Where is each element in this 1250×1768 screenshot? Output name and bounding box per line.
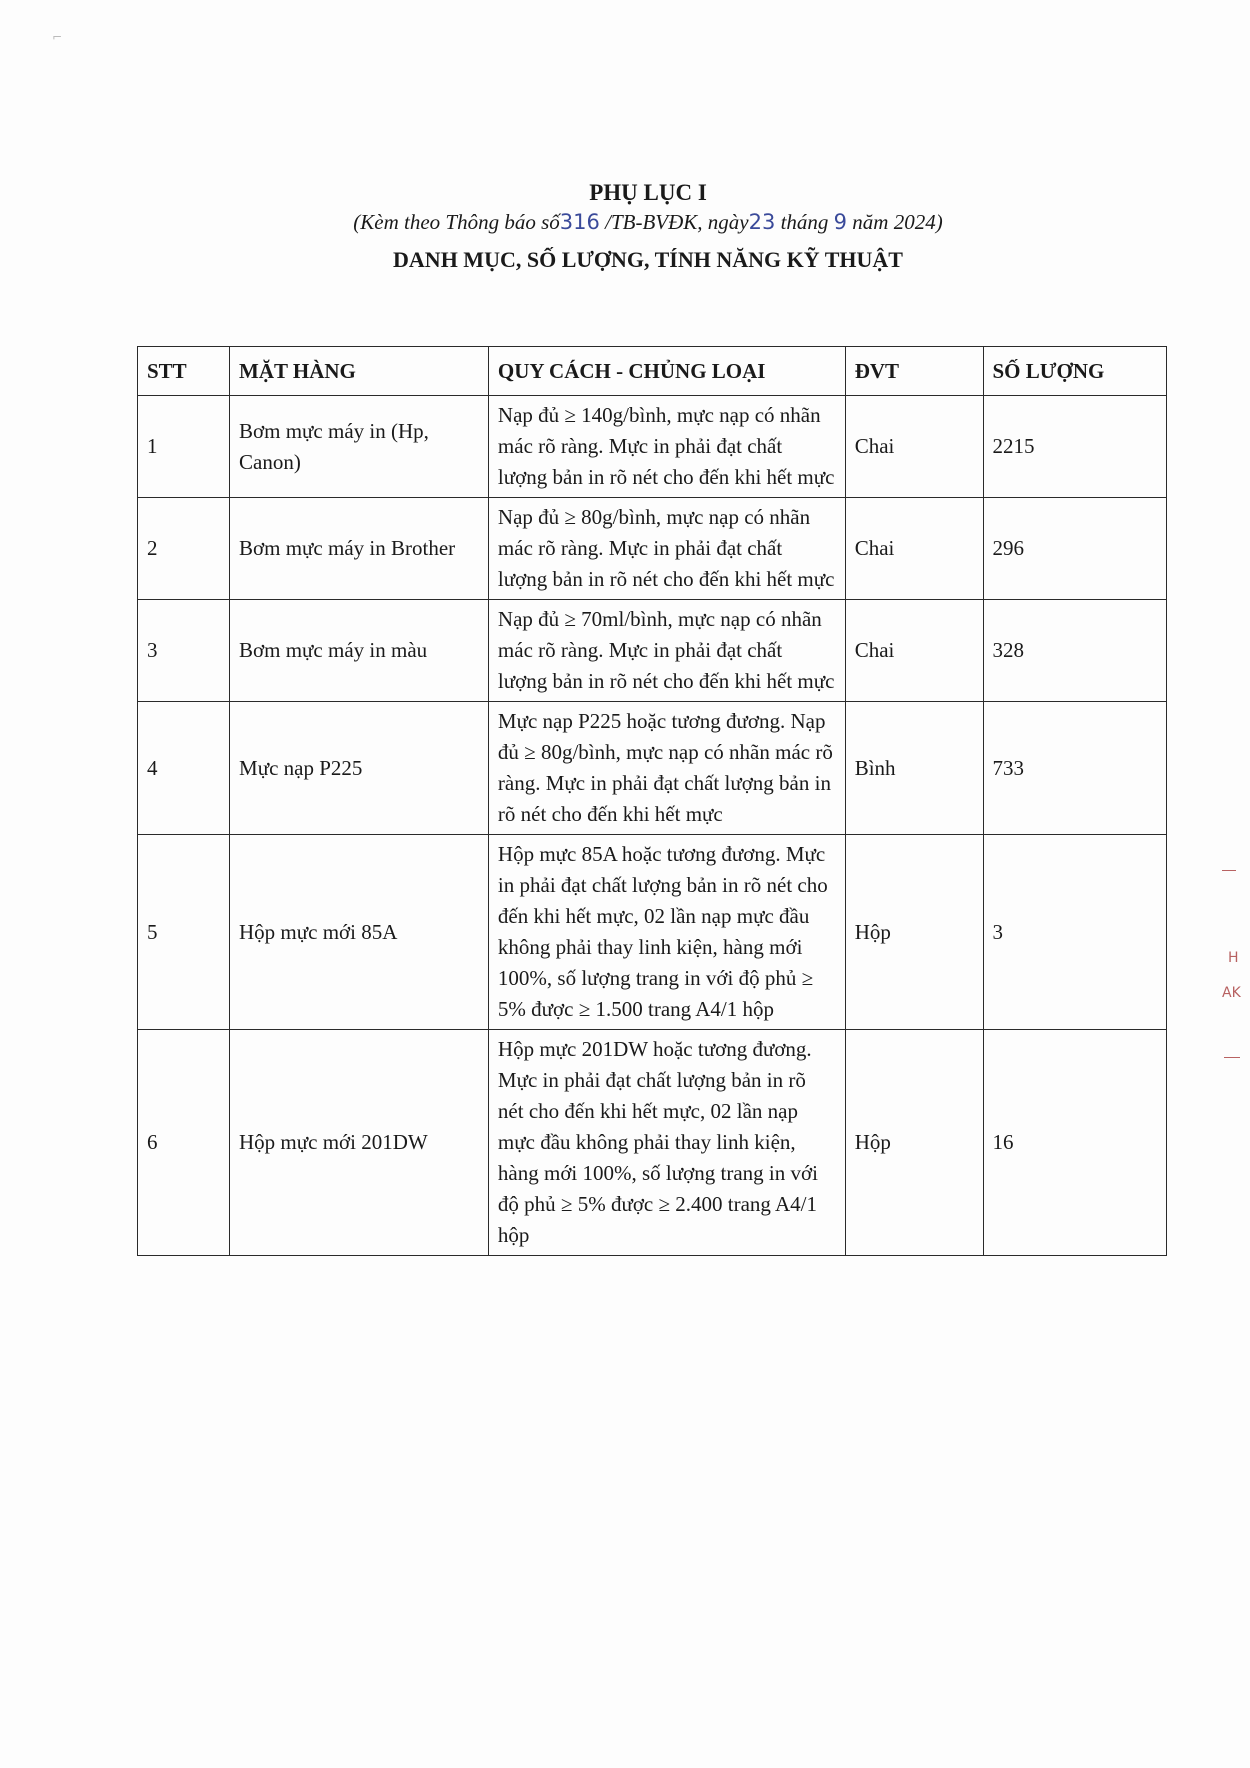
- cell-stt: 1: [138, 396, 230, 498]
- cell-spec: Nạp đủ ≥ 70ml/bình, mực nạp có nhãn mác rõ ràng. Mực in phải đạt chất lượng bản in rõ nét cho đến khi hết mực: [488, 600, 845, 702]
- cell-spec: Hộp mực 85A hoặc tương đương. Mực in phải đạt chất lượng bản in rõ nét cho đến khi hết mực, 02 lần nạp mực đầu không phải thay linh kiện, hàng mới 100%, số lượng trang in với độ phủ ≥ 5% được ≥ 1.500 trang A4/1 hộp: [488, 835, 845, 1030]
- cell-spec: Nạp đủ ≥ 80g/bình, mực nạp có nhãn mác rõ ràng. Mực in phải đạt chất lượng bản in rõ nét cho đến khi hết mực: [488, 498, 845, 600]
- table-row: [138, 600, 1167, 702]
- cell-item: Bơm mực máy in Brother: [230, 498, 489, 600]
- col-header-spec: QUY CÁCH - CHỦNG LOẠI: [488, 347, 845, 396]
- document-heading: DANH MỤC, SỐ LƯỢNG, TÍNH NĂNG KỸ THUẬT: [393, 247, 903, 272]
- table-row: [138, 702, 1167, 835]
- cell-unit: Hộp: [845, 835, 983, 1030]
- cell-stt: 5: [138, 835, 230, 1030]
- col-header-unit: ĐVT: [845, 347, 983, 396]
- cell-qty: 296: [983, 498, 1167, 600]
- margin-mark: AK: [1222, 985, 1241, 1001]
- col-header-item: MẶT HÀNG: [230, 347, 489, 396]
- table-row: [138, 498, 1167, 600]
- margin-mark: H: [1228, 950, 1239, 966]
- cell-item: Mực nạp P225: [230, 702, 489, 835]
- margin-tick: [1222, 870, 1236, 871]
- cell-spec: Mực nạp P225 hoặc tương đương. Nạp đủ ≥ 80g/bình, mực nạp có nhãn mác rõ ràng. Mực in phải đạt chất lượng bản in rõ nét cho đến khi hết mực: [488, 702, 845, 835]
- cell-unit: Bình: [845, 702, 983, 835]
- handwritten-notice-number: 316: [559, 210, 600, 234]
- table-row: [138, 835, 1167, 1030]
- cell-qty: 3: [983, 835, 1167, 1030]
- cell-qty: 328: [983, 600, 1167, 702]
- col-header-stt: STT: [138, 347, 230, 396]
- cell-unit: Chai: [845, 396, 983, 498]
- scan-speck-icon: ⌐: [52, 30, 63, 44]
- cell-unit: Chai: [845, 600, 983, 702]
- cell-unit: Hộp: [845, 1030, 983, 1256]
- subtitle-prefix: (Kèm theo Thông báo số: [353, 210, 560, 234]
- cell-stt: 2: [138, 498, 230, 600]
- handwritten-day: 23: [748, 210, 776, 234]
- margin-tick: [1224, 1057, 1240, 1058]
- cell-qty: 2215: [983, 396, 1167, 498]
- cell-spec: Nạp đủ ≥ 140g/bình, mực nạp có nhãn mác rõ ràng. Mực in phải đạt chất lượng bản in rõ nét cho đến khi hết mực: [488, 396, 845, 498]
- cell-qty: 16: [983, 1030, 1167, 1256]
- table-header-row: [138, 347, 1167, 396]
- appendix-subtitle: [23, 210, 1250, 235]
- cell-stt: 6: [138, 1030, 230, 1256]
- cell-stt: 3: [138, 600, 230, 702]
- subtitle-suffix: năm 2024): [852, 210, 943, 234]
- cell-item: Hộp mực mới 201DW: [230, 1030, 489, 1256]
- col-header-qty: SỐ LƯỢNG: [983, 347, 1167, 396]
- cell-spec: Hộp mực 201DW hoặc tương đương. Mực in phải đạt chất lượng bản in rõ nét cho đến khi hết mực, 02 lần nạp mực đầu không phải thay linh kiện, hàng mới 100%, số lượng trang in với độ phủ ≥ 5% được ≥ 2.400 trang A4/1 hộp: [488, 1030, 845, 1256]
- appendix-title: PHỤ LỤC I: [589, 180, 707, 205]
- cell-stt: 4: [138, 702, 230, 835]
- item-table: [137, 346, 1167, 1256]
- cell-item: Bơm mực máy in màu: [230, 600, 489, 702]
- cell-qty: 733: [983, 702, 1167, 835]
- cell-unit: Chai: [845, 498, 983, 600]
- table-row: [138, 396, 1167, 498]
- subtitle-mid: /TB-BVĐK, ngày: [605, 210, 749, 234]
- cell-item: Hộp mực mới 85A: [230, 835, 489, 1030]
- table-row: [138, 1030, 1167, 1256]
- subtitle-month-label: tháng: [780, 210, 829, 234]
- cell-item: Bơm mực máy in (Hp, Canon): [230, 396, 489, 498]
- handwritten-month: 9: [833, 210, 848, 234]
